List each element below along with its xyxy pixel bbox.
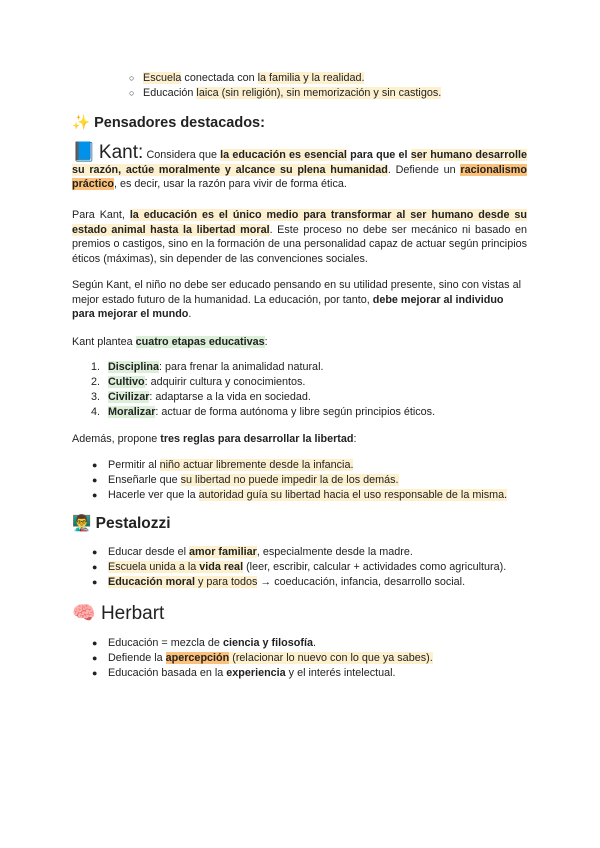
herbart-list [92,636,528,681]
bullet-icon: ● [92,668,98,678]
circle-bullet-icon: ○ [129,88,135,98]
kant-heading: Kant: [98,142,144,163]
list-item: ● Permitir al niño actuar libremente desde la infancia. [92,459,354,471]
list-item: ● Educación basada en la experiencia y el interés intelectual. [92,667,396,679]
circle-bullet-icon: ○ [129,73,135,83]
list-item: ● Educar desde el amor familiar, especialmente desde la madre. [92,546,413,558]
section-heading-pensadores: ✨ Pensadores destacados: [72,115,265,131]
list-item: ● Educación moral y para todos → coeducación, infancia, desarrollo social. [92,576,466,588]
list-item: ● Escuela unida a la vida real (leer, escribir, calcular + actividades como agricultura). [92,561,507,573]
bullet-icon: ● [92,577,98,587]
brain-icon: 🧠 [72,603,96,624]
list-item: 1. Disciplina: para frenar la animalidad natural. [91,361,324,373]
kant-intro: 📘 Kant: Considera que la educación es esencial para que el ser humano desarrolle su razón, actúe moralmente y alcance su plena humanidad. Defiende un racionalismo práctico, es decir, usar la razón para vivir de forma ética. [72,142,528,191]
kant-paragraph-4: Kant plantea cuatro etapas educativas: [72,336,268,348]
bullet-icon: ● [92,547,98,557]
bullet-icon: ● [92,562,98,572]
list-item: 3. Civilizar: adaptarse a la vida en sociedad. [91,391,311,403]
section-heading-pestalozzi: 👨‍🏫 Pestalozzi [72,515,171,532]
bullet-icon: ● [92,475,98,485]
bullet-icon: ● [92,653,98,663]
reglas-list [92,458,528,503]
list-item: ● Enseñarle que su libertad no puede impedir la de los demás. [92,474,399,486]
list-item: ● Hacerle ver que la autoridad guía su libertad hacia el uso responsable de la misma. [92,489,508,501]
list-item: ○ Educación laica (sin religión), sin memorización y sin castigos. [129,87,442,99]
bullet-icon: ● [92,490,98,500]
list-item: ○ Escuela conectada con la familia y la realidad. [129,72,365,84]
section-heading-herbart: 🧠 Herbart [72,603,165,624]
pestalozzi-list [92,545,528,590]
sparkles-icon: ✨ [72,115,91,131]
etapas-list [91,360,528,420]
sub-list [129,71,523,101]
kant-paragraph-5: Además, propone tres reglas para desarrollar la libertad: [72,433,357,445]
list-item: 2. Cultivo: adquirir cultura y conocimientos. [91,376,306,388]
kant-paragraph-3: Según Kant, el niño no debe ser educado pensando en su utilidad presente, sino con vistas al mejor estado futuro de la humanidad. La educación, por tanto, debe mejorar al individuo para mejorar el mundo. [72,279,521,321]
bullet-icon: ● [92,460,98,470]
blue-book-icon: 📘 [72,142,96,163]
teacher-icon: 👨‍🏫 [72,515,92,532]
bullet-icon: ● [92,638,98,648]
kant-paragraph-2: Para Kant, la educación es el único medio para transformar al ser humano desde su estado animal hasta la libertad moral. Este proceso no debe ser mecánico ni basado en premios o castigos, sino en la formación de una personalidad capaz de actuar según principios éticos (máximas), sin depender de las convenciones sociales. [72,209,527,265]
list-item: ● Educación = mezcla de ciencia y filosofía. [92,637,316,649]
list-item: 4. Moralizar: actuar de forma autónoma y libre según principios éticos. [91,406,436,418]
list-item: ● Defiende la apercepción (relacionar lo nuevo con lo que ya sabes). [92,652,433,664]
